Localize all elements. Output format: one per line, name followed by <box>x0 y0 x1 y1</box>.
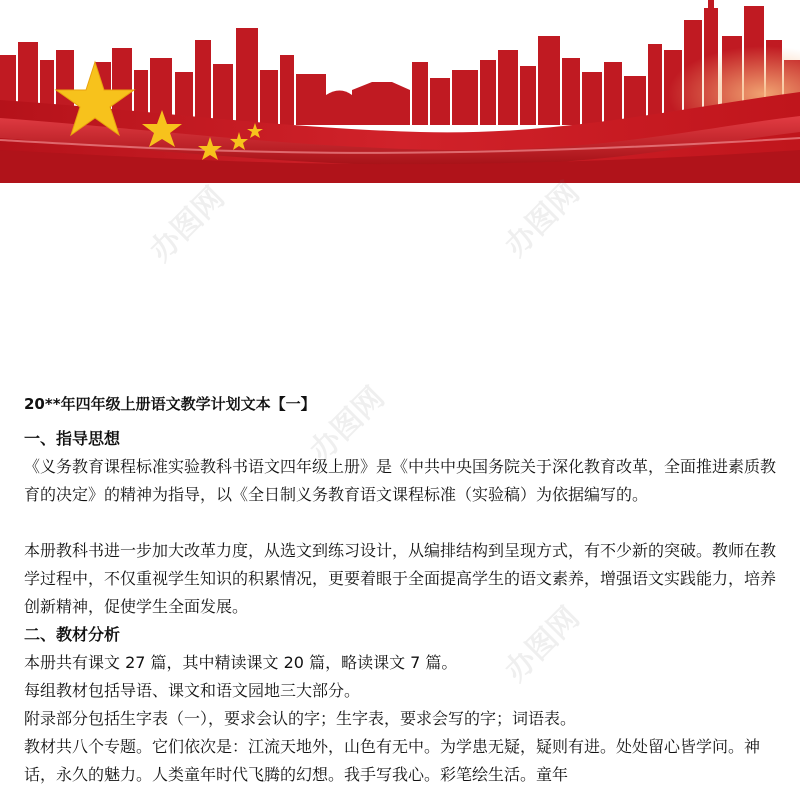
watermark-text: 办图网 <box>143 180 232 269</box>
header-banner <box>0 0 800 183</box>
paragraph: 《义务教育课程标准实验教科书语文四年级上册》是《中共中央国务院关于深化教育改革，全面推进素质教育的决定》的精神为指导，以《全日制义务教育语文课程标准（实验稿）为依据编写的。 <box>24 457 777 504</box>
document-title: 20**年四年级上册语文教学计划文本【一】 <box>24 395 316 413</box>
paragraph: 教材共八个专题。它们依次是：江流天地外，山色有无中。为学患无疑，疑则有进。处处留心皆学问。神话，永久的魅力。人类童年时代飞腾的幻想。我手写我心。彩笔绘生活。童年 <box>24 737 761 784</box>
document-body <box>24 394 784 789</box>
paragraph: 每组教材包括导语、课文和语文园地三大部分。 <box>24 681 361 700</box>
watermark-text: 办图网 <box>303 380 392 469</box>
paragraph: 本册教科书进一步加大改革力度，从选文到练习设计，从编排结构到呈现方式，有不少新的突破。教师在教学过程中，不仅重视学生知识的积累情况，更要着眼于全面提高学生的语文素养，增强语文实践能力，培养创新精神，促使学生全面发展。 <box>24 541 777 616</box>
paragraph: 本册共有课文 27 篇，其中精读课文 20 篇，略读课文 7 篇。 <box>24 653 458 672</box>
section-heading-guiding-ideology: 一、指导思想 <box>24 429 121 448</box>
section-heading-textbook-analysis: 二、教材分析 <box>24 625 121 644</box>
paragraph: 附录部分包括生字表（一），要求会认的字；生字表，要求会写的字；词语表。 <box>24 709 577 728</box>
banner-graphic <box>0 0 800 183</box>
watermark-text: 办图网 <box>498 175 587 264</box>
paragraph-spacer <box>24 509 784 537</box>
watermark-text: 办图网 <box>498 600 587 689</box>
